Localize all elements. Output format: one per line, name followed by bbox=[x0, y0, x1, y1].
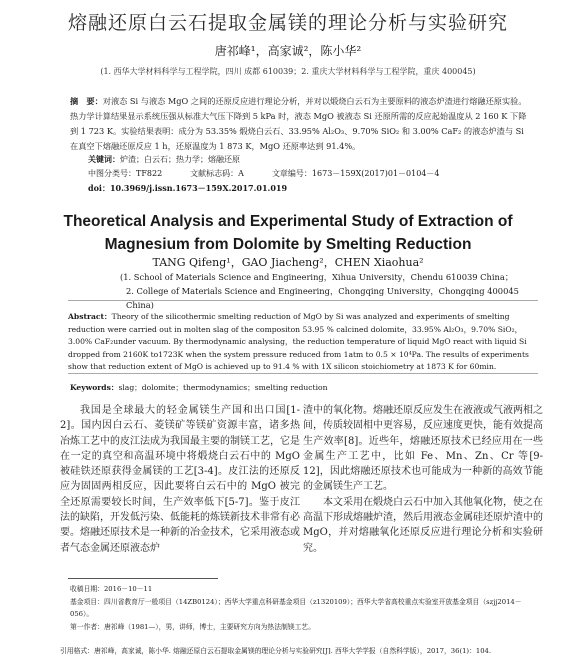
chinese-keywords-text: 炉渣；白云石；热力学；熔融还原 bbox=[120, 155, 240, 164]
doi: doi：10.3969/j.issn.1673－159X.2017.01.019 bbox=[88, 183, 288, 193]
received-date: 收稿日期：2016－10－11 bbox=[70, 585, 153, 593]
english-abstract-text: Theory of the silicothermic smelting reduction of MgO by Si was analyzed and experiments of smelting reduction were carried out in molten slag of the compositon 53.95 % calcined dolomite，33.95% Al₂O₃，9.70% SiO₂，3.00% CaF₂under vacuum. By thermodynamic analysing，the reduction temperature of liquid MgO react with liquid Si dropped from 2160K to1723K when the system pressure reduced from 1atm to 0.5 × 10⁴Pa. The results of experiments show that reduction extent of MgO is achieved up to 91.4 % with 1X silicon stoichiometry at 1873 K for 60min. bbox=[68, 312, 529, 372]
first-author: 第一作者：唐祁峰（1981—），男，讲师，博士，主要研究方向为热法制镁工艺。 bbox=[70, 622, 315, 631]
chinese-keywords-label: 关键词： bbox=[88, 154, 120, 164]
english-keywords-label: Keywords： bbox=[70, 383, 119, 392]
chinese-abstract bbox=[70, 94, 530, 154]
chinese-abstract-text: 对液态 Si 与液态 MgO 之间的还原反应进行理论分析，并对以煅烧白云石为主要原料的液态炉渣进行熔融还原实验。热力学计算结果显示系统压强从标准大气压下降到 5 kPa 时，液态 MgO 被液态 Si 还原所需的反应起始温度从 2 160 K 下降到 1 723 K。实验结果表明：成分为 53.35% 煅烧白云石、33.95% Al₂O₃、9.70% SiO₂ 和 3.00% CaF₂ 的液态炉渣与 Si 在真空下熔融还原反应 1 h，还原温度为 1 873 K，MgO 还原率达到 91.4%。 bbox=[70, 96, 527, 151]
english-title-line-2: Magnesium from Dolomite by Smelting Reduction bbox=[104, 236, 472, 253]
english-keywords-text: slag；dolomite；thermodynamics；smelting reduction bbox=[118, 383, 328, 392]
english-authors: TANG Qifeng¹，GAO Jiacheng²，CHEN Xiaohua² bbox=[152, 256, 424, 269]
chinese-title: 熔融还原白云石提取金属镁的理论分析与实验研究 bbox=[67, 12, 508, 34]
body-column-left bbox=[60, 403, 300, 556]
footnotes bbox=[70, 583, 540, 633]
chinese-affiliation: (1. 西华大学材料科学与工程学院，四川 成都 610039；2. 重庆大学材料科学与工程学院，重庆 400045) bbox=[100, 67, 476, 76]
chinese-abstract-label: 摘 要： bbox=[70, 96, 103, 106]
chinese-authors: 唐祁峰¹，高家诚²，陈小华² bbox=[214, 44, 362, 58]
document-code: 文献标志码：A bbox=[190, 169, 244, 178]
fund-project: 基金项目：四川省教育厅一般项目（14ZB0124）；西华大学重点科研基金项目（z1320109）；西华大学省高校重点实验室开放基金项目（szjj2014－056）。 bbox=[70, 597, 522, 618]
body-paragraph: 渣中的氧化物。熔融还原反应发生在液液或气液两相之间，传质较固相中更容易，反应速度更快，能有效提高生产效率[8]。近些年，熔融还原技术已经应用在一些金属生产工艺中，比如 Fe、Mn、Zn、Cr 等[9-12]，因此熔融还原技术也可能成为一种新的高效节能的金属镁生产工艺。 bbox=[303, 405, 543, 493]
article-number: 文章编号：1673－159X(2017)01－0104－4 bbox=[271, 169, 440, 178]
body-paragraph: 我国是全球最大的轻金属镁生产国和出口国[1-2]。国内因白云石、菱镁矿等镁矿资源丰富，诸多热冶炼工艺中的皮江法成为我国最主要的制镁工艺，它是在一定的真空和高温环境中将煅烧白云石中的 MgO 被硅铁还原获得金属镁的工艺[3-4]。皮江法的还原反应为固固两相反应，因此要将白云石中的 MgO 被完全还原需要较长时间，生产效率低下[5-7]。鉴于皮江法的缺陷，开发低污染、低能耗的炼镁新技术非常有必要。熔融还原技术是一种新的冶金技术，它采用液态或者气态金属还原液态炉 bbox=[60, 405, 300, 554]
body-paragraph: 本文采用在煅烧白云石中加入其他氧化物，使之在高温下形成熔融炉渣，然后用液态金属硅还原炉渣中的 MgO，并对熔融氧化还原反应进行理论分析和实验研究。 bbox=[303, 496, 543, 554]
english-affiliation-1: (1. School of Materials Science and Engineering，Xihua University，Chendu 610039 China； bbox=[120, 272, 514, 282]
footnote-divider bbox=[68, 578, 218, 579]
clc-number: 中图分类号：TF822 bbox=[88, 169, 163, 178]
english-affiliation-2: 2. College of Materials Science and Engineering，Chongqing University，Chongqing 400045 China) bbox=[126, 286, 519, 310]
classification-row bbox=[88, 167, 440, 181]
english-keywords bbox=[70, 382, 328, 393]
english-abstract-label: Abstract： bbox=[68, 312, 112, 321]
english-title-line-1: Theoretical Analysis and Experimental Study of Extraction of bbox=[63, 213, 513, 230]
chinese-metadata bbox=[88, 152, 440, 181]
english-title bbox=[0, 210, 576, 256]
citation-format: 引用格式：唐祁峰，高家诚，陈小华. 熔融还原白云石提取金属镁的理论分析与实验研究[J]. 西华大学学报（自然科学版），2017，36(1)：104. bbox=[60, 647, 492, 655]
body-column-right bbox=[303, 403, 543, 556]
english-abstract bbox=[68, 300, 538, 374]
chinese-keywords bbox=[88, 152, 440, 167]
